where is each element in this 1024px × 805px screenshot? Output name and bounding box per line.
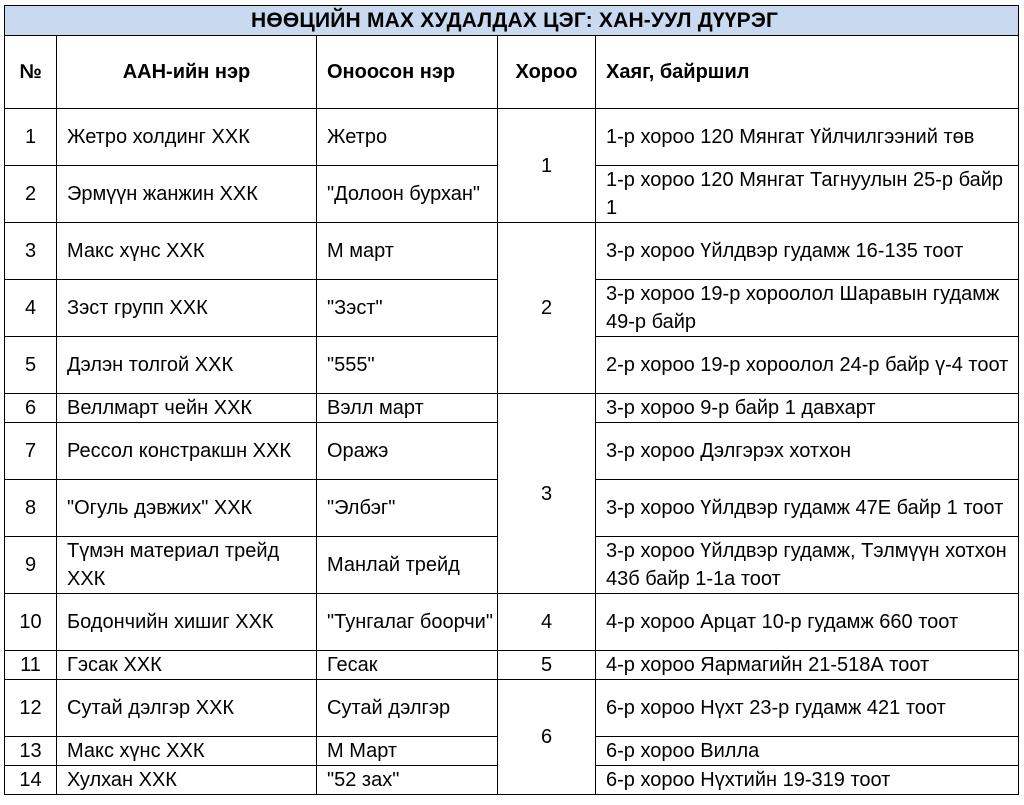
cell-company: Жетро холдинг ХХК xyxy=(57,109,317,166)
cell-assigned-name: Жетро xyxy=(317,109,498,166)
cell-assigned-name: "Элбэг" xyxy=(317,480,498,537)
cell-address: 4-р хороо Яармагийн 21-518А тоот xyxy=(596,651,1019,680)
header-company: ААН-ийн нэр xyxy=(57,36,317,109)
cell-address: 6-р хороо Вилла xyxy=(596,737,1019,766)
cell-assigned-name: Оражэ xyxy=(317,423,498,480)
header-assigned-name: Оноосон нэр xyxy=(317,36,498,109)
cell-address: 3-р хороо Үйлдвэр гудамж 47Е байр 1 тоот xyxy=(596,480,1019,537)
cell-no: 2 xyxy=(5,166,57,223)
cell-address: 3-р хороо Үйлдвэр гудамж 16-135 тоот xyxy=(596,223,1019,280)
table-title: НӨӨЦИЙН МАХ ХУДАЛДАХ ЦЭГ: ХАН-УУЛ ДҮҮРЭГ xyxy=(5,6,1019,36)
cell-assigned-name: М Март xyxy=(317,737,498,766)
cell-khoroo: 3 xyxy=(498,394,596,594)
cell-no: 6 xyxy=(5,394,57,423)
cell-company: Макс хүнс ХХК xyxy=(57,223,317,280)
cell-no: 13 xyxy=(5,737,57,766)
cell-assigned-name: "52 зах" xyxy=(317,766,498,795)
table-row xyxy=(5,109,1019,166)
cell-assigned-name: "555" xyxy=(317,337,498,394)
cell-assigned-name: Сутай дэлгэр xyxy=(317,680,498,737)
cell-address: 6-р хороо Нүхт 23-р гудамж 421 тоот xyxy=(596,680,1019,737)
cell-no: 9 xyxy=(5,537,57,594)
cell-assigned-name: Вэлл март xyxy=(317,394,498,423)
cell-assigned-name: Гесак xyxy=(317,651,498,680)
cell-company: Макс хүнс ХХК xyxy=(57,737,317,766)
meat-outlets-sheet xyxy=(4,5,1018,795)
cell-address: 3-р хороо 19-р хороолол Шаравын гудамж 49-р байр xyxy=(596,280,1019,337)
table-row xyxy=(5,394,1019,423)
header-no: № xyxy=(5,36,57,109)
cell-address: 3-р хороо 9-р байр 1 давхарт xyxy=(596,394,1019,423)
cell-company: Хулхан ХХК xyxy=(57,766,317,795)
cell-address: 1-р хороо 120 Мянгат Тагнуулын 25-р байр 1 xyxy=(596,166,1019,223)
cell-no: 5 xyxy=(5,337,57,394)
cell-address: 3-р хороо Үйлдвэр гудамж, Тэлмүүн хотхон 43б байр 1-1а тоот xyxy=(596,537,1019,594)
cell-address: 2-р хороо 19-р хороолол 24-р байр ү-4 тоот xyxy=(596,337,1019,394)
cell-no: 10 xyxy=(5,594,57,651)
cell-no: 8 xyxy=(5,480,57,537)
cell-company: Зэст групп ХХК xyxy=(57,280,317,337)
header-address: Хаяг, байршил xyxy=(596,36,1019,109)
cell-no: 11 xyxy=(5,651,57,680)
cell-khoroo: 2 xyxy=(498,223,596,394)
cell-assigned-name: "Зэст" xyxy=(317,280,498,337)
cell-khoroo: 6 xyxy=(498,680,596,795)
cell-company: "Огуль дэвжих" ХХК xyxy=(57,480,317,537)
cell-no: 14 xyxy=(5,766,57,795)
table-row xyxy=(5,594,1019,651)
meat-outlets-table xyxy=(4,5,1019,795)
header-row xyxy=(5,36,1019,109)
cell-company: Веллмарт чейн ХХК xyxy=(57,394,317,423)
table-row xyxy=(5,651,1019,680)
cell-khoroo: 4 xyxy=(498,594,596,651)
cell-khoroo: 1 xyxy=(498,109,596,223)
cell-company: Сутай дэлгэр ХХК xyxy=(57,680,317,737)
title-row xyxy=(5,6,1019,36)
cell-address: 4-р хороо Арцат 10-р гудамж 660 тоот xyxy=(596,594,1019,651)
cell-company: Рессол констракшн ХХК xyxy=(57,423,317,480)
cell-company: Бодончийн хишиг ХХК xyxy=(57,594,317,651)
header-khoroo: Хороо xyxy=(498,36,596,109)
cell-no: 7 xyxy=(5,423,57,480)
cell-company: Түмэн материал трейд ХХК xyxy=(57,537,317,594)
cell-no: 12 xyxy=(5,680,57,737)
table-row xyxy=(5,680,1019,737)
cell-assigned-name: "Долоон бурхан" xyxy=(317,166,498,223)
cell-assigned-name: Манлай трейд xyxy=(317,537,498,594)
cell-no: 4 xyxy=(5,280,57,337)
cell-address: 3-р хороо Дэлгэрэх хотхон xyxy=(596,423,1019,480)
cell-no: 3 xyxy=(5,223,57,280)
table-row xyxy=(5,223,1019,280)
cell-company: Дэлэн толгой ХХК xyxy=(57,337,317,394)
cell-address: 6-р хороо Нүхтийн 19-319 тоот xyxy=(596,766,1019,795)
cell-company: Гэсак ХХК xyxy=(57,651,317,680)
cell-assigned-name: М март xyxy=(317,223,498,280)
cell-no: 1 xyxy=(5,109,57,166)
cell-address: 1-р хороо 120 Мянгат Үйлчилгээний төв xyxy=(596,109,1019,166)
cell-company: Эрмүүн жанжин ХХК xyxy=(57,166,317,223)
cell-khoroo: 5 xyxy=(498,651,596,680)
cell-assigned-name: "Тунгалаг боорчи" xyxy=(317,594,498,651)
